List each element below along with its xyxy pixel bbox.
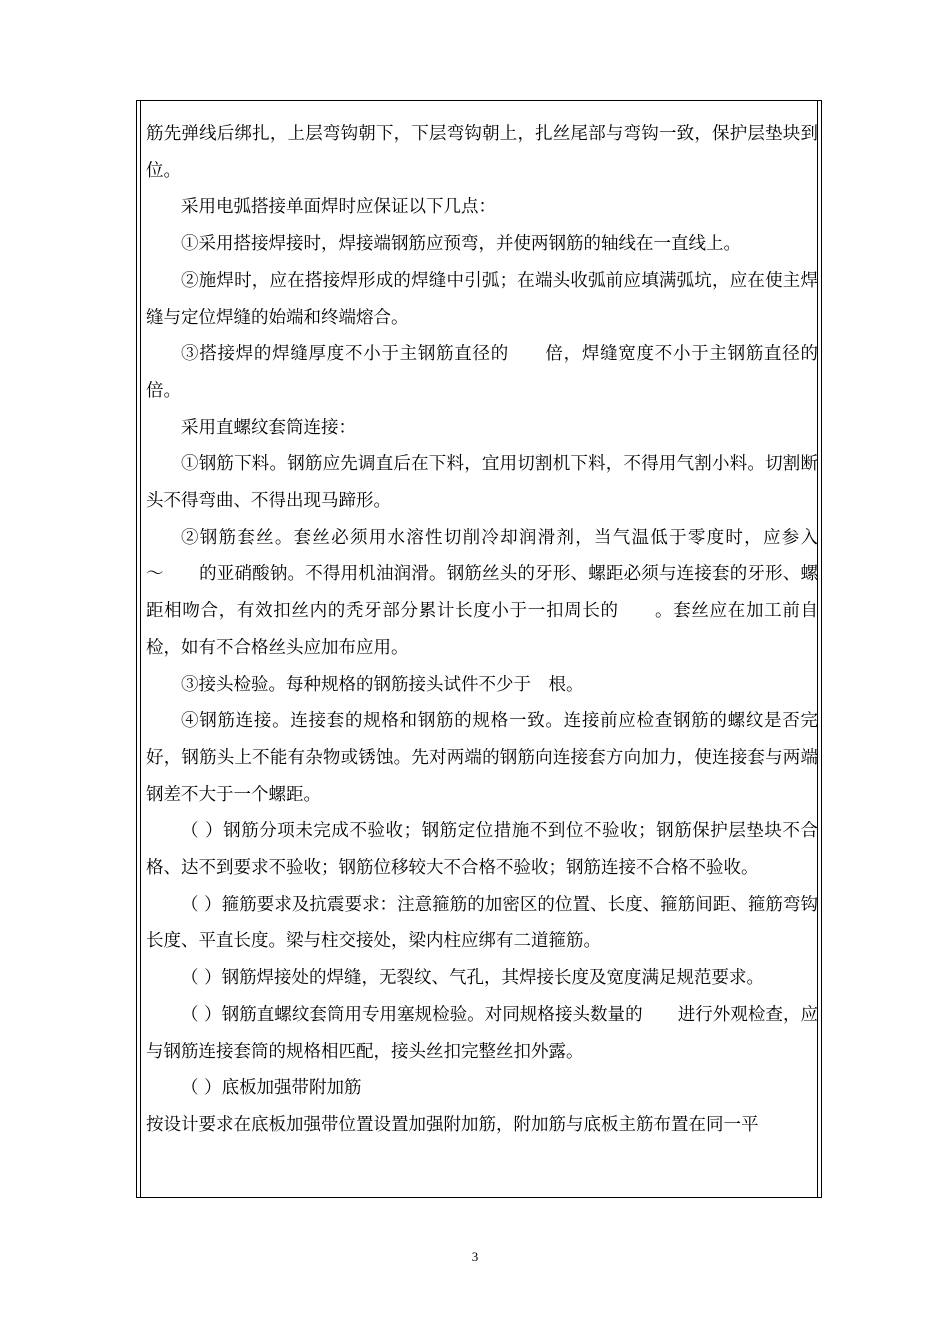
paragraph: （ ）钢筋分项未完成不验收；钢筋定位措施不到位不验收；钢筋保护层垫块不合格、达不到要求不验收；钢筋位移较大不合格不验收；钢筋连接不合格不验收。 [146, 821, 818, 879]
paragraph: ②施焊时，应在搭接焊形成的焊缝中引弧；在端头收弧前应填满弧坑，应在使主焊缝与定位焊缝的始端和终端熔合。 [146, 270, 818, 328]
paragraph: 按设计要求在底板加强带位置设置加强附加筋，附加筋与底板主筋布置在同一平 [146, 1114, 759, 1135]
paragraph: ③接头检验。每种规格的钢筋接头试件不少于 根。 [181, 674, 584, 695]
paragraph: ①钢筋下料。钢筋应先调直后在下料，宜用切割机下料，不得用气割小料。切割断头不得弯曲、不得出现马蹄形。 [146, 454, 818, 512]
paragraph: 采用直螺纹套筒连接： [181, 417, 356, 438]
paragraph: （ ）箍筋要求及抗震要求：注意箍筋的加密区的位置、长度、箍筋间距、箍筋弯钩长度、平直长度。梁与柱交接处，梁内柱应绑有二道箍筋。 [146, 894, 818, 952]
page-number: 3 [471, 1249, 479, 1264]
paragraph: （ ）底板加强带附加筋 [181, 1078, 362, 1099]
paragraph: （ ）钢筋直螺纹套筒用专用塞规检验。对同规格接头数量的 进行外观检查，应与钢筋连接套筒的规格相匹配，接头丝扣完整丝扣外露。 [146, 1004, 818, 1062]
paragraph: 采用电弧搭接单面焊时应保证以下几点： [181, 197, 496, 218]
paragraph: ②钢筋套丝。套丝必须用水溶性切削冷却润滑剂，当气温低于零度时，应参入 ～ 的亚硝酸钠。不得用机油润滑。钢筋丝头的牙形、螺距必须与连接套的牙形、螺距相吻合，有效扣丝内的秃牙部分累计长度小于一扣周长的 。套丝应在加工前自检，如有不合格丝头应加布应用。 [146, 527, 853, 658]
paragraph: ①采用搭接焊接时，焊接端钢筋应预弯，并使两钢筋的轴线在一直线上。 [181, 234, 741, 255]
paragraph: 筋先弹线后绑扎，上层弯钩朝下，下层弯钩朝上，扎丝尾部与弯钩一致，保护层垫块到位。 [146, 124, 818, 181]
document-body [146, 116, 853, 1144]
paragraph: ③搭接焊的焊缝厚度不小于主钢筋直径的 倍，焊缝宽度不小于主钢筋直径的 倍。 [146, 344, 853, 401]
paragraph: ④钢筋连接。连接套的规格和钢筋的规格一致。连接前应检查钢筋的螺纹是否完好，钢筋头上不能有杂物或锈蚀。先对两端的钢筋向连接套方向加力，使连接套与两端钢差不大于一个螺距。 [146, 711, 818, 805]
paragraph: （ ）钢筋焊接处的焊缝，无裂纹、气孔，其焊接长度及宽度满足规范要求。 [181, 968, 765, 989]
